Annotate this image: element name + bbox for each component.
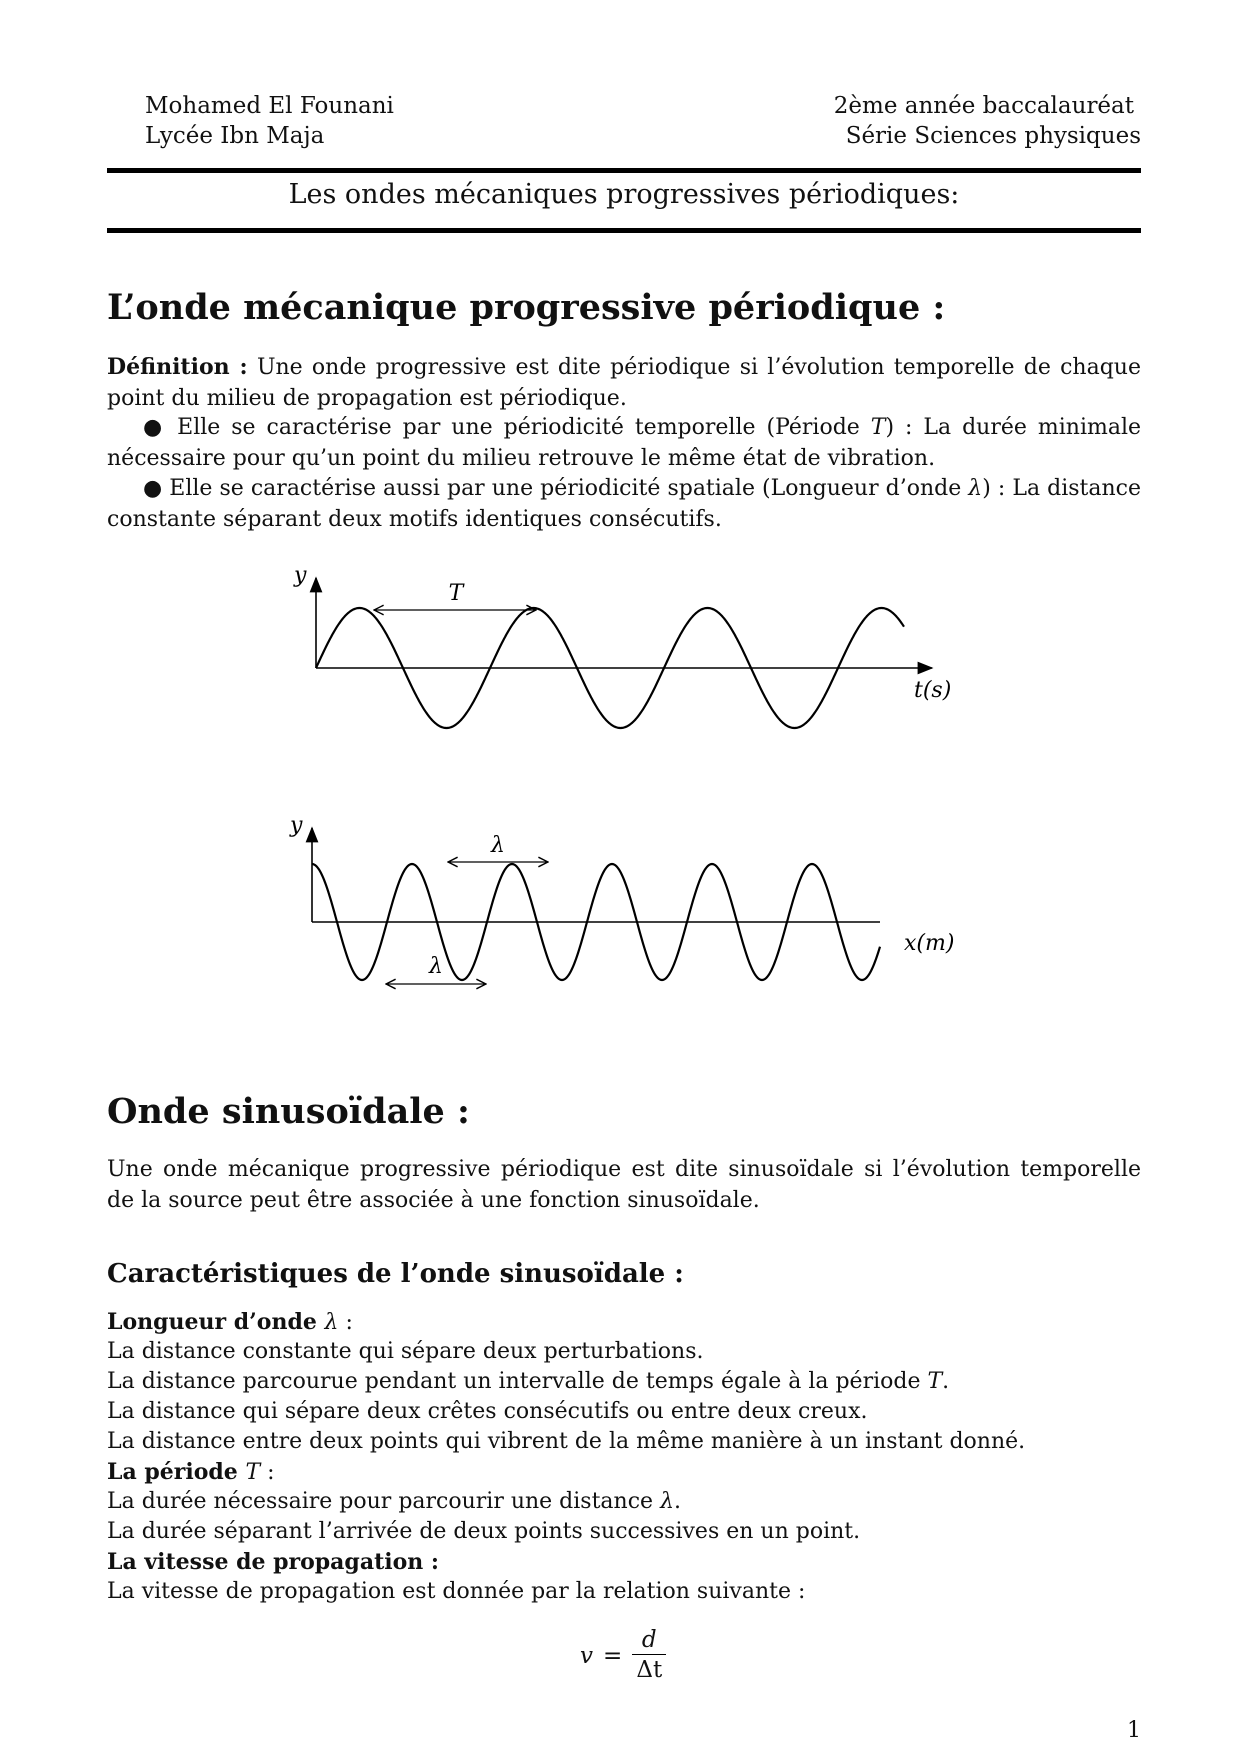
wavelength-heading <box>107 1307 1141 1338</box>
wavelength-line-4: La distance entre deux points qui vibrent de la même manière à un instant donné. <box>107 1429 1026 1454</box>
period-line-2: La durée séparant l’arrivée de deux points successives en un point. <box>107 1519 861 1544</box>
definition-text: Une onde progressive est dite périodique si l’évolution temporelle de chaque point du milieu de propagation est périodique. <box>107 355 1141 411</box>
period-heading-symbol: T <box>245 1460 261 1485</box>
bullet2-text-start: ● Elle se caractérise aussi par une périodicité spatiale (Longueur d’onde <box>143 476 969 501</box>
period-line-1-end: . <box>674 1489 682 1514</box>
header-rule-top <box>107 168 1141 173</box>
period-line-1 <box>107 1487 1141 1517</box>
period-line-1-symbol: λ <box>660 1489 675 1514</box>
wavelength-line-3: La distance qui sépare deux crêtes consécutifs ou entre deux creux. <box>107 1399 868 1424</box>
formula-denominator: Δt <box>636 1657 663 1684</box>
bullet-spatial-periodicity <box>107 474 1141 535</box>
page-number: 1 <box>1127 1718 1141 1743</box>
grade-level: 2ème année baccalauréat <box>833 93 1134 119</box>
section-heading-characteristics: Caractéristiques de l’onde sinusoïdale : <box>107 1259 684 1289</box>
period-heading-colon: : <box>260 1460 275 1485</box>
lambda-symbol: λ <box>968 476 983 501</box>
time-graph-x-label: t(s) <box>914 678 952 703</box>
wavelength-label-text: Longueur d’onde <box>107 1309 325 1335</box>
time-graph-y-label: y <box>294 563 307 588</box>
bullet1-text-end: ) : La durée minimale nécessaire pour qu’un point du milieu retrouve le même état de vibration. <box>107 415 1142 471</box>
document-title: Les ondes mécaniques progressives périodiques: <box>288 179 960 210</box>
wavelength-label-bottom: λ <box>429 954 443 979</box>
section-heading-sinusoidal-wave: Onde sinusoïdale : <box>107 1091 470 1132</box>
wavelength-colon: : <box>338 1310 353 1335</box>
wavelength-line-2 <box>107 1367 1141 1397</box>
bullet1-text-start: ● Elle se caractérise par une périodicité temporelle (Période <box>143 415 871 440</box>
wavelength-line-1: La distance constante qui sépare deux perturbations. <box>107 1339 704 1364</box>
period-heading-text: La période <box>107 1459 246 1485</box>
space-graph <box>280 810 980 990</box>
series-name: Série Sciences physiques <box>845 123 1141 149</box>
space-graph-y-label: y <box>290 813 303 838</box>
period-label: T <box>448 581 464 606</box>
header-rule-bottom <box>107 228 1141 233</box>
space-graph-x-label: x(m) <box>904 931 955 956</box>
wavelength-line-2-text: La distance parcourue pendant un intervalle de temps égale à la période <box>107 1369 928 1394</box>
bullet-temporal-periodicity <box>107 413 1141 474</box>
speed-text: La vitesse de propagation est donnée par la relation suivante : <box>107 1579 806 1604</box>
time-graph <box>280 560 980 740</box>
speed-heading-text: La vitesse de propagation : <box>107 1549 440 1575</box>
bullet2-text-end: ) : La distance constante séparant deux motifs identiques consécutifs. <box>107 476 1141 532</box>
wavelength-symbol: λ <box>324 1310 339 1335</box>
formula-fraction <box>632 1626 666 1685</box>
speed-formula <box>580 1626 666 1685</box>
definition-paragraph <box>107 352 1141 414</box>
formula-lhs: v <box>580 1642 593 1669</box>
period-line-1-text: La durée nécessaire pour parcourir une distance <box>107 1489 661 1514</box>
speed-heading <box>107 1547 1141 1578</box>
wavelength-label-top: λ <box>491 833 505 858</box>
school-name: Lycée Ibn Maja <box>145 123 325 149</box>
formula-numerator: d <box>641 1627 657 1653</box>
wavelength-line-2-end: . <box>942 1369 950 1394</box>
period-symbol: T <box>870 415 886 440</box>
definition-label: Définition : <box>107 354 248 380</box>
sinusoidal-definition: Une onde mécanique progressive périodique est dite sinusoïdale si l’évolution temporelle de la source peut être associée à une fonction sinusoïdale. <box>107 1157 1141 1213</box>
wavelength-line-2-symbol: T <box>927 1369 943 1394</box>
period-heading <box>107 1457 1141 1488</box>
formula-equals: = <box>603 1642 623 1669</box>
section-heading-periodic-wave: L’onde mécanique progressive périodique : <box>107 287 946 328</box>
author-name: Mohamed El Founani <box>145 93 394 119</box>
